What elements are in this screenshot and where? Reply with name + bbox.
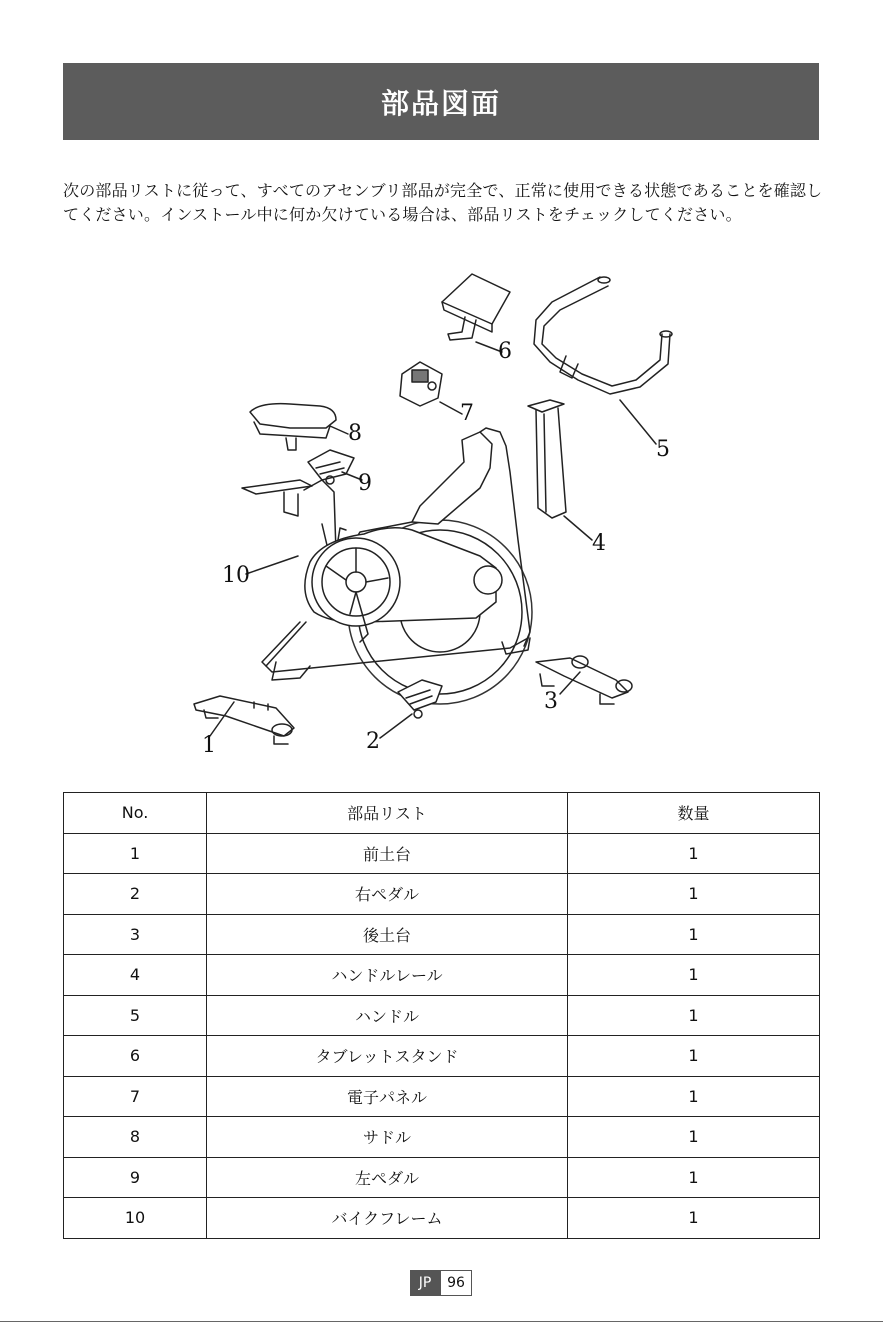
column-header-no: No. <box>64 793 207 834</box>
cell-no: 6 <box>64 1036 207 1077</box>
cell-qty: 1 <box>568 1036 820 1077</box>
cell-qty: 1 <box>568 1157 820 1198</box>
cell-no: 2 <box>64 874 207 915</box>
cell-name: 電子パネル <box>207 1076 568 1117</box>
column-header-name: 部品リスト <box>207 793 568 834</box>
cell-no: 4 <box>64 955 207 996</box>
cell-qty: 1 <box>568 1117 820 1158</box>
cell-name: 左ペダル <box>207 1157 568 1198</box>
language-badge: JP <box>410 1270 440 1296</box>
cell-no: 3 <box>64 914 207 955</box>
section-header <box>63 63 819 140</box>
cell-qty: 1 <box>568 1076 820 1117</box>
callout-7: 7 <box>460 401 474 426</box>
console-part <box>400 362 442 406</box>
cell-name: 右ペダル <box>207 874 568 915</box>
table-row <box>64 1157 820 1198</box>
table-row <box>64 1036 820 1077</box>
page-footer <box>410 1270 472 1296</box>
cell-qty: 1 <box>568 1198 820 1239</box>
bike-frame-part <box>242 428 532 704</box>
table-row <box>64 1076 820 1117</box>
callout-3: 3 <box>544 689 558 714</box>
table-row <box>64 833 820 874</box>
callout-1: 1 <box>202 733 216 758</box>
callout-10: 10 <box>222 563 250 588</box>
cell-no: 10 <box>64 1198 207 1239</box>
callout-8: 8 <box>348 421 362 446</box>
table-row <box>64 1198 820 1239</box>
cell-qty: 1 <box>568 955 820 996</box>
callout-4: 4 <box>592 531 606 556</box>
table-row <box>64 914 820 955</box>
table-header-row <box>64 793 820 834</box>
cell-name: ハンドルレール <box>207 955 568 996</box>
cell-name: 前土台 <box>207 833 568 874</box>
parts-diagram <box>180 262 670 762</box>
cell-no: 5 <box>64 995 207 1036</box>
saddle-part <box>250 404 336 450</box>
cell-name: バイクフレーム <box>207 1198 568 1239</box>
intro-paragraph: 次の部品リストに従って、すべてのアセンブリ部品が完全で、正常に使用できる状態であることを確認してください。インストール中に何か欠けている場合は、部品リストをチェックしてください。 <box>63 181 823 224</box>
cell-name: タブレットスタンド <box>207 1036 568 1077</box>
cell-name: サドル <box>207 1117 568 1158</box>
cell-qty: 1 <box>568 995 820 1036</box>
cell-name: ハンドル <box>207 995 568 1036</box>
cell-qty: 1 <box>568 833 820 874</box>
tablet-stand-part <box>442 274 510 340</box>
table-row <box>64 995 820 1036</box>
handlebar-part <box>534 277 672 394</box>
parts-table <box>63 792 820 1239</box>
table-row <box>64 874 820 915</box>
column-header-qty: 数量 <box>568 793 820 834</box>
bottom-divider <box>0 1321 883 1322</box>
page-number: 96 <box>440 1270 472 1296</box>
callout-2: 2 <box>366 729 380 754</box>
page-title: 部品図面 <box>380 86 501 120</box>
callout-9: 9 <box>358 471 372 496</box>
cell-name: 後土台 <box>207 914 568 955</box>
left-pedal-part <box>308 450 354 484</box>
callout-6: 6 <box>498 339 512 364</box>
table-row <box>64 1117 820 1158</box>
cell-no: 7 <box>64 1076 207 1117</box>
cell-no: 9 <box>64 1157 207 1198</box>
cell-no: 8 <box>64 1117 207 1158</box>
table-row <box>64 955 820 996</box>
callout-5: 5 <box>656 437 670 462</box>
handlebar-post-part <box>528 400 566 518</box>
cell-qty: 1 <box>568 874 820 915</box>
cell-qty: 1 <box>568 914 820 955</box>
cell-no: 1 <box>64 833 207 874</box>
